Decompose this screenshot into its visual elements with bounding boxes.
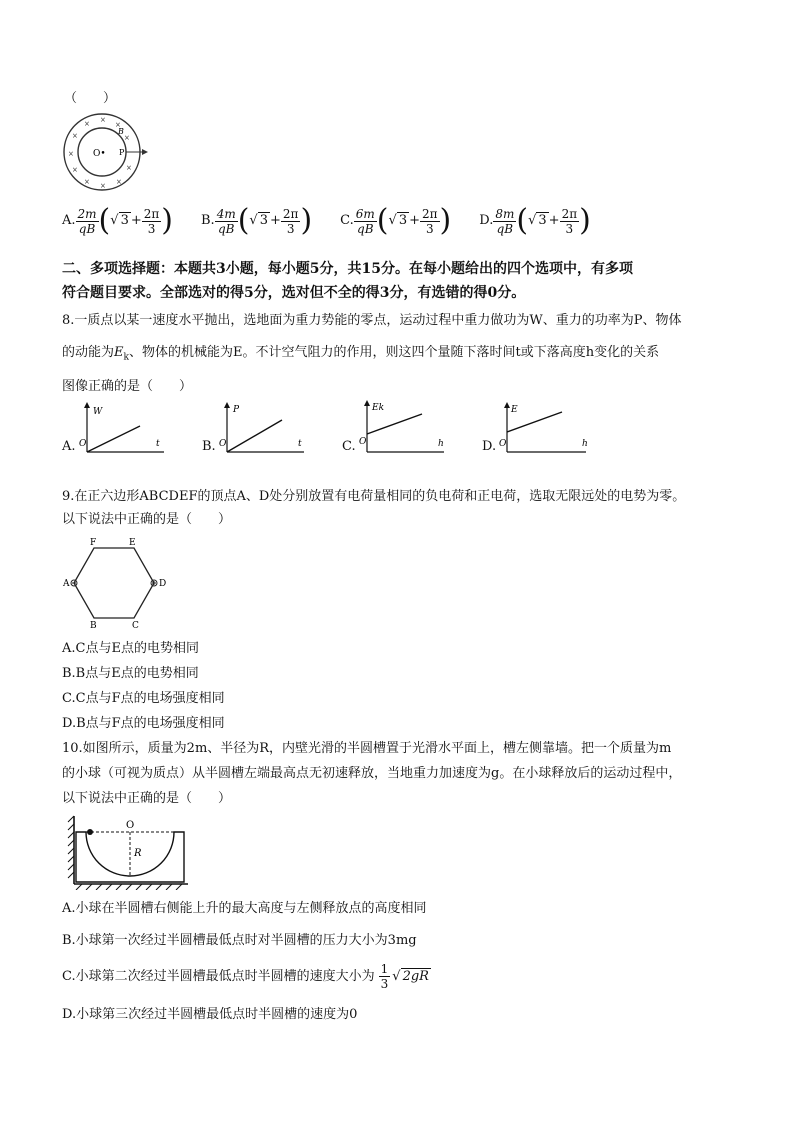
graph-origin: O xyxy=(219,439,227,449)
q10-option-c-text: C.小球第二次经过半圆槽最低点时半圆槽的速度大小为 xyxy=(62,968,375,984)
q10-option-a[interactable]: A.小球在半圆槽右侧能上升的最大高度与左侧释放点的高度相同 xyxy=(62,901,427,916)
q8-graph-c[interactable] xyxy=(342,398,452,460)
graph-xlabel: h xyxy=(582,439,588,449)
q10-option-c[interactable]: C.小球第二次经过半圆槽最低点时半圆槽的速度大小为 $\frac{1}{3}$ √ 2gR xyxy=(62,962,429,991)
q8-graph-d[interactable] xyxy=(482,400,594,460)
q9-option-b[interactable]: B.B点与E点的电势相同 xyxy=(62,666,199,681)
q7-choice-a[interactable]: A. $\frac{2m}{qB}$ ( √ 3 + $\frac{2\pi}{3}$ ) xyxy=(62,203,173,238)
svg-text:×: × xyxy=(100,182,106,190)
graph-a-svg xyxy=(62,400,172,456)
q9-stem-line1: 9.在正六边形ABCDEF的顶点A、D处分别放置有电荷量相同的负电荷和正电荷，选取无限远处的电势为零。 xyxy=(62,489,686,504)
svg-text:×: × xyxy=(124,134,130,142)
vertex-a-label: A xyxy=(63,579,70,589)
q7-choice-d[interactable]: D. $\frac{8m}{qB}$ ( √ 3 + $\frac{2\pi}{3}$ ) xyxy=(479,203,591,238)
q10-option-b[interactable]: B.小球第一次经过半圆槽最低点时对半圆槽的压力大小为3mg xyxy=(62,933,417,948)
q8-graph-a[interactable] xyxy=(62,400,172,460)
frac-num: 8m xyxy=(495,206,515,221)
frac-num: 2π xyxy=(561,206,578,221)
choice-letter: D. xyxy=(479,213,494,228)
q7-point-label: P xyxy=(119,148,125,157)
graph-ylabel: E xyxy=(511,405,518,415)
q7-center-label: O• xyxy=(93,149,106,159)
q10-center-label: O xyxy=(126,820,135,831)
sqrt-arg: 3 xyxy=(538,213,547,228)
vertex-d-label: D xyxy=(159,579,167,589)
graph-origin: O xyxy=(359,437,367,447)
svg-text:×: × xyxy=(84,178,90,186)
q8-ek-subscript: k xyxy=(123,352,129,363)
frac-num: 6m xyxy=(355,206,375,221)
frac-num: 2π xyxy=(282,206,299,221)
svg-text:×: × xyxy=(72,132,78,140)
section2-heading-line2: 符合题目要求。全部选对的得5分，选对但不全的得3分，有选错的得0分。 xyxy=(62,285,526,301)
q8-stem-line1: 8.一质点以某一速度水平抛出，选地面为重力势能的零点，运动过程中重力做功为W、重力的功率为P、物体 xyxy=(62,313,682,328)
graph-letter: C. xyxy=(342,439,356,454)
frac-den: 3 xyxy=(380,977,389,991)
graph-xlabel: t xyxy=(298,439,302,449)
graph-origin: O xyxy=(499,439,507,449)
sqrt-arg: 3 xyxy=(259,213,268,228)
q7-choice-b[interactable]: B. $\frac{4m}{qB}$ ( √ 3 + $\frac{2\pi}{3}$ ) xyxy=(201,203,313,238)
q8-stem-text: 、物体的机械能为E。不计空气阻力的作用，则这四个量随下落时间t或下落高度h变化的关系 xyxy=(128,345,660,360)
frac-num: 2π xyxy=(422,206,438,221)
graph-ylabel: Ek xyxy=(372,403,385,413)
choice-letter: B. xyxy=(201,213,215,228)
svg-text:×: × xyxy=(115,121,121,129)
svg-text:×: × xyxy=(84,120,90,128)
frac-den: 3 xyxy=(286,221,295,236)
graph-ylabel: W xyxy=(93,407,103,417)
sqrt-arg: 3 xyxy=(398,213,408,228)
sqrt-arg: 2gR xyxy=(402,968,429,984)
graph-b-svg xyxy=(202,400,312,456)
q7-magnetic-ring-figure xyxy=(62,112,158,192)
vertex-f-label: F xyxy=(90,538,97,548)
vertex-b-label: B xyxy=(90,621,97,630)
q10-radius-label: R xyxy=(134,848,142,859)
frac-den: qB xyxy=(78,221,96,236)
svg-text:×: × xyxy=(100,116,106,124)
q10-stem-line1: 10.如图所示，质量为2m、半径为R，内壁光滑的半圆槽置于光滑水平面上，槽左侧靠墙。把一个质量为m xyxy=(62,741,672,756)
q7-choices xyxy=(62,203,591,238)
frac-num: 2m xyxy=(77,206,97,221)
frac-den: 3 xyxy=(425,221,434,236)
svg-text:×: × xyxy=(68,150,74,158)
q9-stem-line2: 以下说法中正确的是（ ） xyxy=(62,512,232,527)
frac-den: qB xyxy=(217,221,235,236)
q8-stem-text: 的动能为 xyxy=(62,345,115,360)
q9-hexagon-figure xyxy=(62,536,170,630)
vertex-c-label: C xyxy=(132,621,139,630)
q8-stem-line3: 图像正确的是（ ） xyxy=(62,379,193,394)
graph-c-svg xyxy=(342,398,452,456)
svg-text:×: × xyxy=(116,178,122,186)
frac-num: 1 xyxy=(380,962,389,976)
vertex-e-label: E xyxy=(129,538,136,548)
q9-option-c[interactable]: C.C点与F点的电场强度相同 xyxy=(62,691,225,706)
q9-option-d[interactable]: D.B点与F点的电场强度相同 xyxy=(62,716,225,731)
frac-den: qB xyxy=(357,221,374,236)
q10-option-d[interactable]: D.小球第三次经过半圆槽最低点时半圆槽的速度为0 xyxy=(62,1007,358,1022)
graph-ylabel: P xyxy=(233,405,240,415)
sqrt-arg: 3 xyxy=(120,213,129,228)
graph-d-svg xyxy=(482,400,594,456)
graph-xlabel: t xyxy=(156,439,160,449)
graph-letter: D. xyxy=(482,439,497,454)
frac-den: qB xyxy=(496,221,514,236)
graph-letter: A. xyxy=(62,439,76,454)
frac-den: 3 xyxy=(147,221,156,236)
svg-text:×: × xyxy=(126,164,132,172)
choice-letter: C. xyxy=(340,213,354,228)
frac-den: 3 xyxy=(565,221,574,236)
frac-num: 4m xyxy=(216,206,236,221)
q8-ek-symbol: E xyxy=(114,345,124,360)
q7-field-label: B xyxy=(118,127,124,136)
q9-option-a[interactable]: A.C点与E点的电势相同 xyxy=(62,641,199,656)
q10-stem-line3: 以下说法中正确的是（ ） xyxy=(62,791,232,806)
q10-half-groove-figure xyxy=(66,814,192,890)
q10-stem-line2: 的小球（可视为质点）从半圆槽左端最高点无初速释放，当地重力加速度为g。在小球释放后的运动过程中， xyxy=(62,766,682,781)
svg-text:×: × xyxy=(72,166,78,174)
graph-xlabel: h xyxy=(438,439,444,449)
q7-choice-c[interactable]: C. $\frac{6m}{qB}$ ( √ 3 + $\frac{2\pi}{3}$ ) xyxy=(340,203,452,238)
section2-heading-line1: 二、多项选择题：本题共3小题，每小题5分，共15分。在每小题给出的四个选项中，有多项 xyxy=(62,261,633,277)
graph-letter: B. xyxy=(202,439,216,454)
choice-letter: A. xyxy=(62,213,76,228)
q7-answer-blank: （ ） xyxy=(64,91,117,106)
graph-origin: O xyxy=(79,439,87,449)
frac-num: 2π xyxy=(143,206,160,221)
q8-stem-line2 xyxy=(62,344,659,367)
q8-graph-b[interactable] xyxy=(202,400,312,460)
